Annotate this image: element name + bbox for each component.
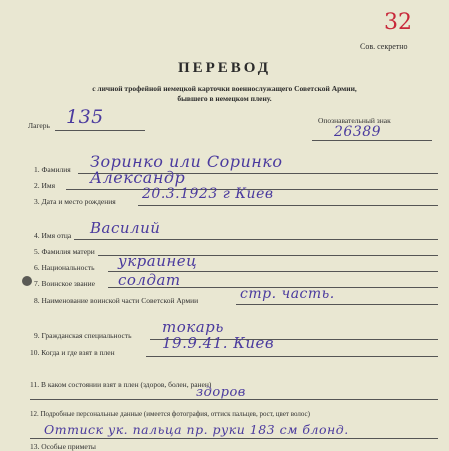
field-12-label [30,410,310,418]
field-11-label [30,380,211,389]
field-12-line [30,438,438,439]
field-label-text: Национальность [41,263,95,272]
field-9-value: токарь [162,318,224,336]
field-number: 4. [34,231,40,240]
field-9-label [34,331,132,340]
field-4-value: Василий [90,219,161,237]
field-number: 13. [30,442,40,451]
field-label-text: Фамилия матери [41,247,95,256]
field-number: 12. [30,410,39,418]
field-label-text: Подробные персональные данные (имеется фотография, оттиск пальцев, рост, цвет волос) [40,410,310,418]
field-number: 2. [34,181,40,190]
field-label-text: Имя отца [41,231,72,240]
field-label-text: Особые приметы [41,442,96,451]
field-11-value: здоров [196,385,246,400]
page-number: 32 [384,10,412,35]
camp-label: Лагерь [28,121,50,130]
field-8-label [34,296,198,305]
field-3-line [138,205,438,206]
id-tag-line [312,140,432,141]
document-title: ПЕРЕВОД [177,60,272,76]
id-tag-label: Опознавательный знак [318,116,391,125]
field-7-value: солдат [118,271,181,289]
punch-hole [22,276,32,286]
field-number: 8. [34,296,40,305]
field-3-value: 20.3.1923 г Киев [142,186,274,202]
field-12-value: Оттиск ук. пальца пр. руки 183 см блонд. [44,422,349,437]
field-label-text: Гражданская специальность [41,331,132,340]
field-1-label [34,165,71,174]
document-subtitle-line-2: бывшего в немецком плену. [177,94,272,103]
field-7-label [34,279,95,288]
field-5-label [34,247,95,256]
field-2-value: Александр [90,168,186,187]
field-4-label [34,231,71,240]
field-number: 6. [34,263,40,272]
field-number: 7. [34,279,40,288]
field-label-text: Наименование воинской части Советской Армии [41,296,199,305]
field-number: 10. [30,348,40,357]
field-6-label [34,263,95,272]
field-number: 11. [30,380,40,389]
field-10-line [146,356,438,357]
field-8-value: стр. часть. [240,286,335,302]
field-number: 3. [34,197,40,206]
field-label-text: Воинское звание [41,279,96,288]
camp-value: 135 [66,106,104,128]
field-number: 9. [34,331,40,340]
field-1-value: Зоринко или Соринко [90,152,283,171]
field-number: 5. [34,247,40,256]
field-6-value: украинец [118,252,198,270]
document-subtitle-line-1: с личной трофейной немецкой карточки военнослужащего Советской Армии, [92,84,357,93]
field-8-line [236,304,438,305]
classification-stamp: Сов. секретно [360,42,408,51]
field-label-text: Имя [41,181,56,190]
camp-line [55,130,145,131]
field-number: 1. [34,165,40,174]
field-label-text: Фамилия [41,165,71,174]
field-label-text: Дата и место рождения [41,197,116,206]
field-4-line [74,239,438,240]
field-10-value: 19.9.41. Киев [162,334,275,352]
id-tag-value: 26389 [334,124,382,140]
field-3-label [34,197,116,206]
field-2-label [34,181,55,190]
field-10-label [30,348,115,357]
field-label-text: Когда и где взят в плен [41,348,115,357]
field-label-text: В каком состоянии взят в плен (здоров, болен, ранен) [40,380,212,389]
